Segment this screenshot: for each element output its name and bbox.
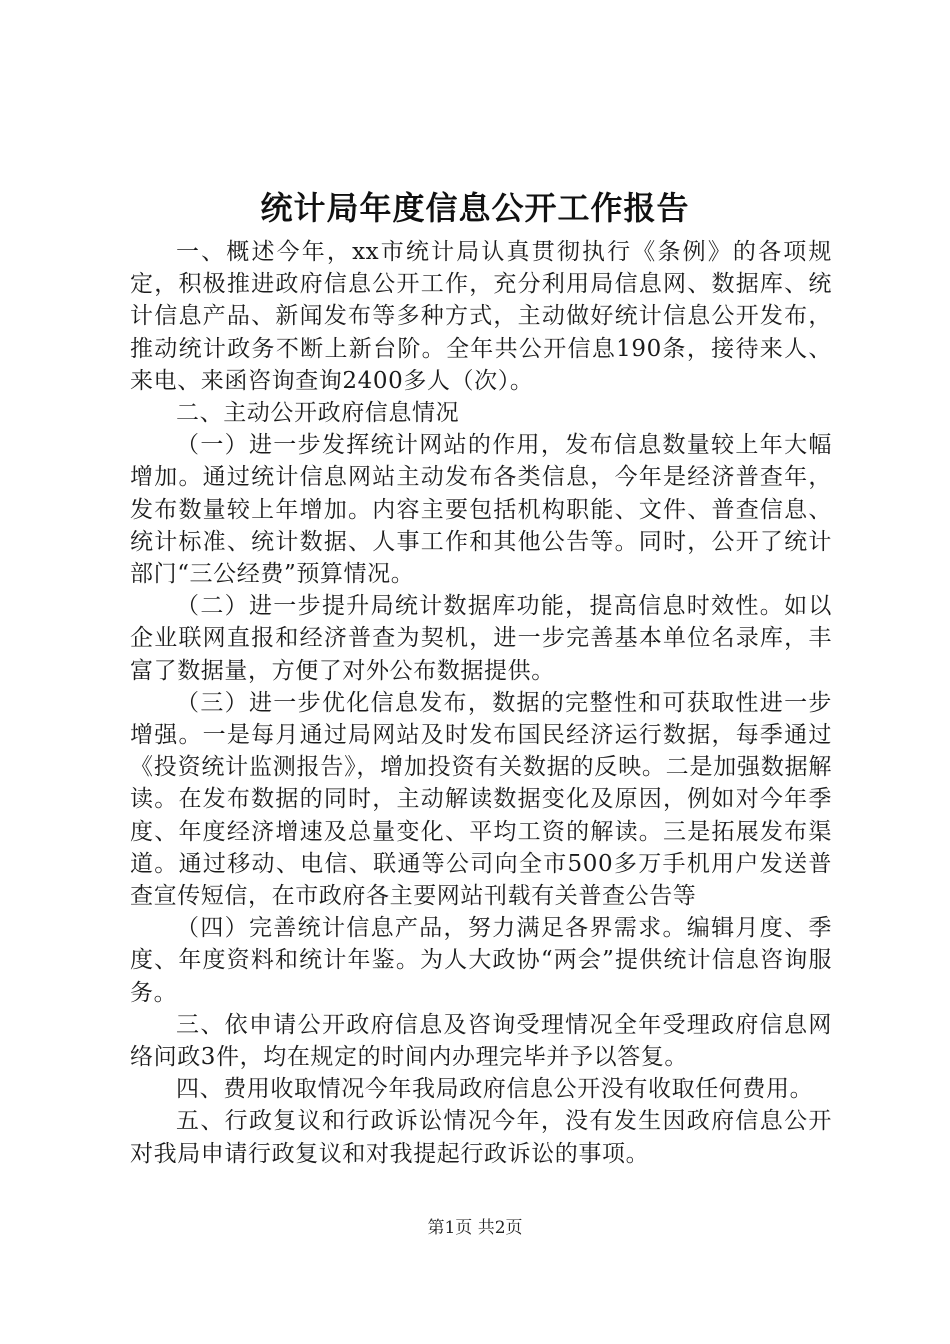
paragraph-section-3: 三、依申请公开政府信息及咨询受理情况全年受理政府信息网络问政3件，均在规定的时间内办理完毕并予以答复。 <box>130 1011 832 1071</box>
paragraph-overview: 一、概述今年，xx市统计局认真贯彻执行《条例》的各项规定，积极推进政府信息公开工作，充分利用局信息网、数据库、统计信息产品、新闻发布等多种方式，主动做好统计信息公开发布，推动统计政务不断上新台阶。全年共公开信息190条，接待来人、来电、来函咨询查询2400多人（次）。 <box>130 239 832 394</box>
paragraph-subsection-3: （三）进一步优化信息发布，数据的完整性和可获取性进一步增强。一是每月通过局网站及时发布国民经济运行数据，每季通过《投资统计监测报告》，增加投资有关数据的反映。二是加强数据解读。在发布数据的同时，主动解读数据变化及原因，例如对今年季度、年度经济增速及总量变化、平均工资的解读。三是拓展发布渠道。通过移动、电信、联通等公司向全市500多万手机用户发送普查宣传短信，在市政府各主要网站刊载有关普查公告等 <box>130 689 832 910</box>
page-number-footer: 第1页 共2页 <box>427 1218 523 1238</box>
paragraph-subsection-2: （二）进一步提升局统计数据库功能，提高信息时效性。如以企业联网直报和经济普查为契机，进一步完善基本单位名录库，丰富了数据量，方便了对外公布数据提供。 <box>130 593 832 684</box>
document-body <box>130 236 832 1170</box>
paragraph-section-5: 五、行政复议和行政诉讼情况今年，没有发生因政府信息公开对我局申请行政复议和对我提起行政诉讼的事项。 <box>130 1108 832 1167</box>
paragraph-subsection-4: （四）完善统计信息产品，努力满足各界需求。编辑月度、季度、年度资料和统计年鉴。为人大政协“两会”提供统计信息咨询服务。 <box>130 915 832 1006</box>
paragraph-section-2-heading: 二、主动公开政府信息情况 <box>176 400 460 427</box>
paragraph-section-4: 四、费用收取情况今年我局政府信息公开没有收取任何费用。 <box>176 1076 814 1103</box>
paragraph-subsection-1: （一）进一步发挥统计网站的作用，发布信息数量较上年大幅增加。通过统计信息网站主动发布各类信息，今年是经济普查年，发布数量较上年增加。内容主要包括机构职能、文件、普查信息、统计标准、统计数据、人事工作和其他公告等。同时，公开了统计部门“三公经费”预算情况。 <box>130 432 832 588</box>
document-title: 统计局年度信息公开工作报告 <box>260 189 690 227</box>
